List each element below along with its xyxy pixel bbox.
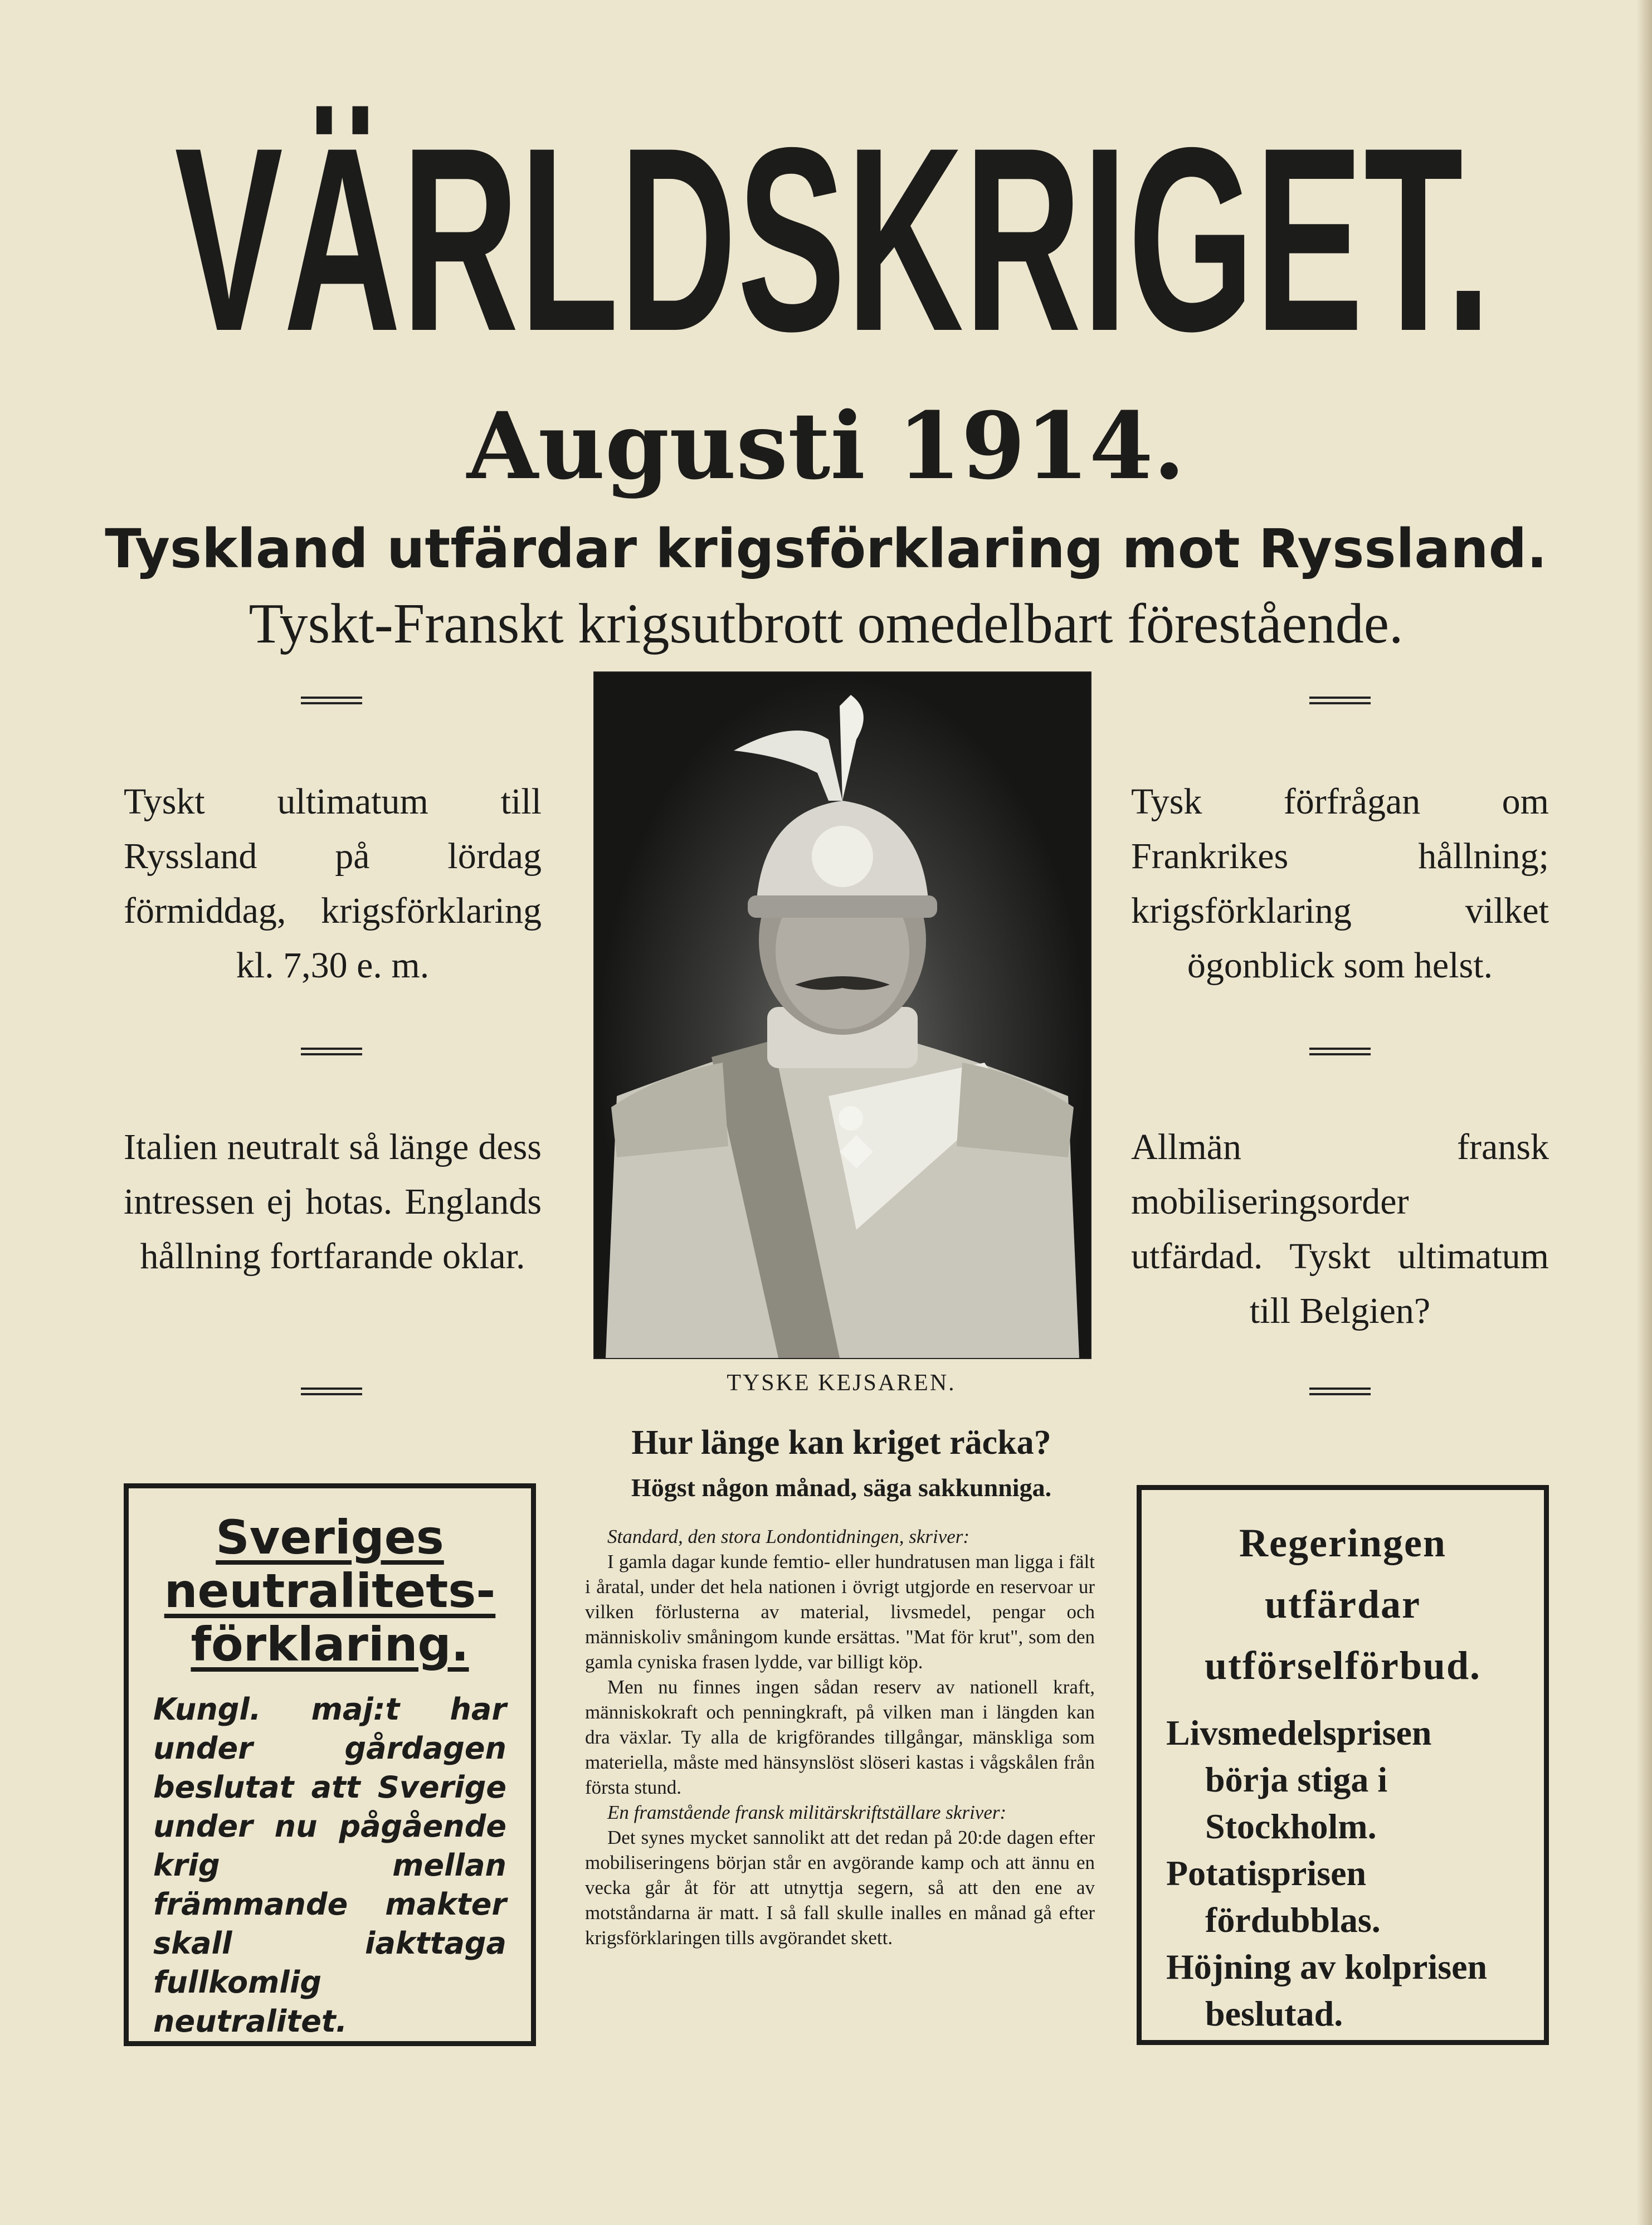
neutrality-title-line-2: neutralitets- — [164, 1564, 496, 1618]
portrait-illustration — [594, 673, 1090, 1358]
article-intro-2: En framstående fransk militärskriftställare skriver: — [607, 1802, 1007, 1823]
left-news-item-1: Tyskt ultimatum till Ryssland på lördag förmiddag, krigsförklaring kl. 7,30 e. m. — [124, 781, 542, 986]
masthead: VÄRLDSKRIGET. — [174, 93, 1492, 386]
divider — [1309, 1048, 1371, 1055]
page-edge — [1636, 0, 1652, 2225]
neutrality-box-title — [153, 1511, 506, 1671]
right-news-item-2: Allmän fransk mobiliseringsorder utfärdad. Tyskt ultimatum till Belgien? — [1131, 1127, 1549, 1331]
right-news-item-1: Tysk förfrågan om Frankrikes hållning; krigsförklaring vilket ögonblick som helst. — [1131, 781, 1549, 986]
main-headline: Tyskland utfärdar krigsförklaring mot Ryssland. — [105, 518, 1547, 580]
export-ban-item-2: Potatisprisen fördubblas. — [1166, 1853, 1381, 1940]
kaiser-portrait-photo — [593, 671, 1091, 1359]
article-title: Hur länge kan kriget räcka? — [631, 1424, 1051, 1462]
article-paragraph-3: Det synes mycket sannolikt att det redan på 20:de dagen efter mobiliseringens början står en avgörande kamp och att ännu en vecka går åt för att utnyttja segern, så att den ene av motståndarna är matt. I så fall skulle inalles en månad gå efter krigsförklaringen tills avgörandet skett. — [585, 1827, 1095, 1949]
article-body — [585, 1524, 1095, 1950]
sub-headline: Tyskt-Franskt krigsutbrott omedelbart förestående. — [248, 592, 1404, 655]
export-ban-item-3: Höjning av kolprisen beslutad. — [1166, 1947, 1488, 2033]
divider — [301, 1387, 362, 1395]
photo-caption: TYSKE KEJSAREN. — [727, 1370, 956, 1396]
divider — [301, 697, 362, 704]
issue-date: Augusti 1914. — [466, 392, 1186, 500]
export-ban-body — [1166, 1710, 1519, 2037]
article-paragraph-2: Men nu finnes ingen sådan reserv av nationell kraft, människokraft och penningkraft, på vilken man i längden kan dra växlar. Ty alla de krigförandes tillgångar, mänskliga som materiella, måste med hänsynslöst slöseri kastas i vågskålen från första stund. — [585, 1676, 1095, 1798]
article-subtitle: Högst någon månad, säga sakkunniga. — [631, 1473, 1052, 1502]
export-ban-item-1: Livsmedelsprisen börja stiga i Stockholm. — [1166, 1713, 1432, 1846]
divider — [1309, 1387, 1371, 1395]
left-news-item-2: Italien neutralt så länge dess intressen ej hotas. Englands hållning fortfarande oklar. — [124, 1127, 542, 1277]
neutrality-box-body: Kungl. maj:t har under gårdagen beslutat att Sverige under nu pågående krig mellan främmande makter skall iakttaga fullkomlig neutralitet. — [153, 1692, 506, 2039]
divider — [1309, 697, 1371, 704]
export-ban-box — [1137, 1485, 1549, 2045]
divider — [301, 1048, 362, 1055]
neutrality-declaration-box — [124, 1483, 536, 2046]
neutrality-title-line-1: Sveriges — [216, 1510, 444, 1565]
neutrality-title-line-3: förklaring. — [191, 1617, 469, 1672]
export-ban-title: Regeringen utfärdar utförselförbud. — [1205, 1521, 1481, 1688]
article-paragraph-1: I gamla dagar kunde femtio- eller hundratusen man ligga i fält i åratal, under det hela nationen i övrigt utgjorde en reservoar ur vilken förlusterna av material, livsmedel, pengar och människoliv småningom kunde ersättas. "Mat för krut", som den gamla cyniska frasen lydde, var billigt köp. — [585, 1551, 1095, 1673]
article-intro-1: Standard, den stora Londontidningen, skriver: — [607, 1526, 970, 1547]
